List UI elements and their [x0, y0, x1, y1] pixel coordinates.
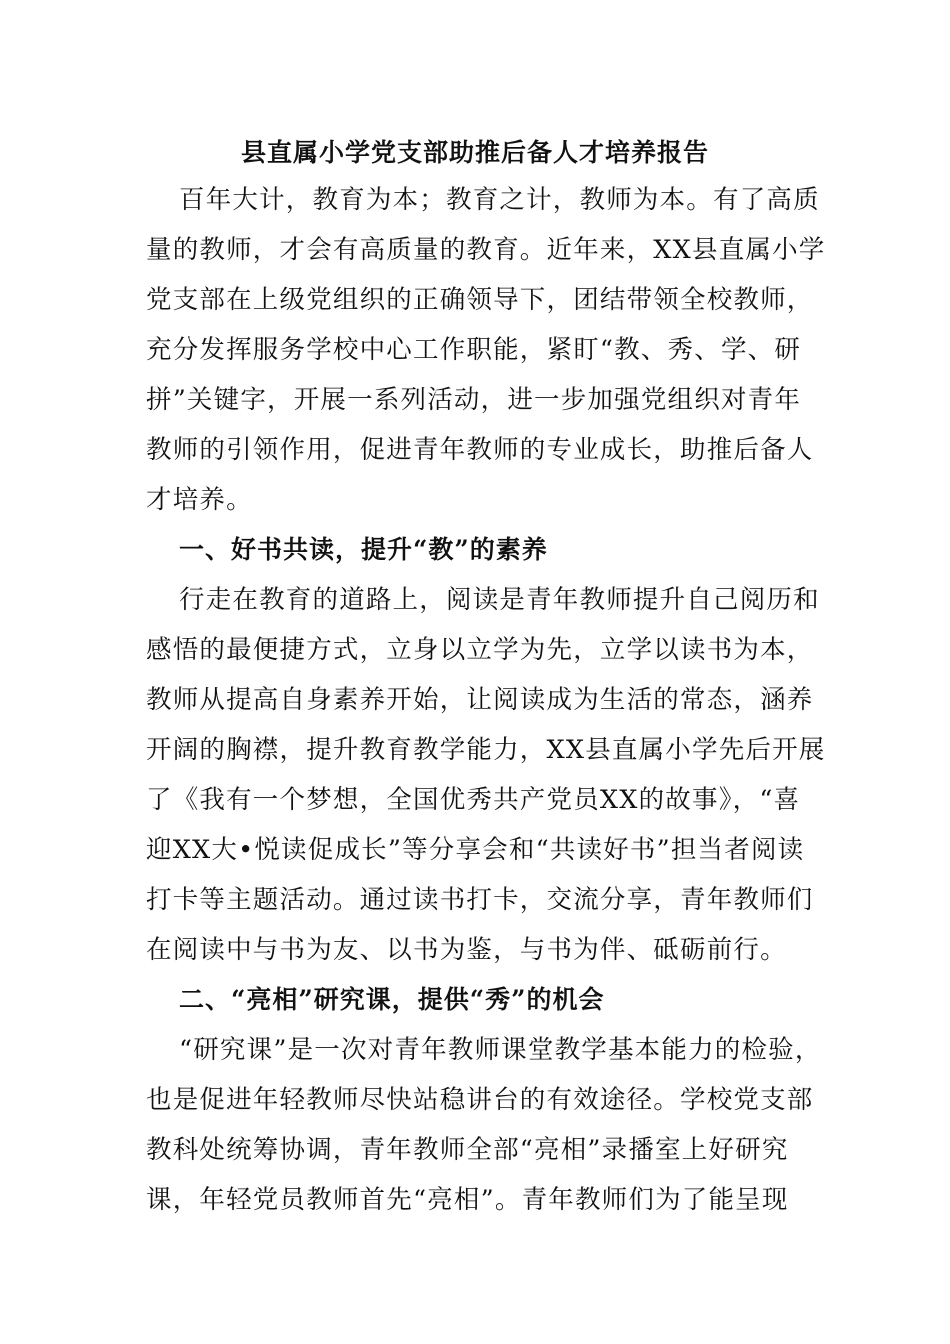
paragraph-line: 教师的引领作用，促进青年教师的专业成长，助推后备人	[146, 435, 814, 465]
paragraph-line: 开阔的胸襟，提升教育教学能力，XX县直属小学先后开展	[146, 735, 826, 765]
paragraph-line: 才培养。	[146, 485, 253, 515]
document-title: 县直属小学党支部助推后备人才培养报告	[240, 138, 709, 167]
paragraph-line: 量的教师，才会有高质量的教育。近年来，XX县直属小学	[146, 235, 826, 265]
paragraph-line: 党支部在上级党组织的正确领导下，团结带领全校教师，	[146, 285, 814, 315]
paragraph-line: 在阅读中与书为友、以书为鉴，与书为伴、砥砺前行。	[146, 935, 787, 965]
paragraph-line: 行走在教育的道路上，阅读是青年教师提升自己阅历和	[179, 585, 820, 615]
paragraph-line: 拼”关键字，开展一系列活动，进一步加强党组织对青年	[146, 385, 802, 415]
paragraph-line: 充分发挥服务学校中心工作职能，紧盯“教、秀、学、研	[146, 335, 802, 365]
paragraph-line: 了《我有一个梦想，全国优秀共产党员XX的故事》，“喜	[146, 785, 801, 815]
section-heading-1: 一、好书共读，提升“教”的素养	[179, 535, 548, 564]
paragraph-line: 也是促进年轻教师尽快站稳讲台的有效途径。学校党支部	[146, 1085, 814, 1115]
paragraph-line: “研究课”是一次对青年教师课堂教学基本能力的检验，	[179, 1035, 822, 1065]
paragraph-line: 百年大计，教育为本；教育之计，教师为本。有了高质	[179, 185, 820, 215]
paragraph-line: 迎XX大•悦读促成长”等分享会和“共读好书”担当者阅读	[146, 835, 805, 865]
paragraph-line: 教科处统筹协调，青年教师全部“亮相”录播室上好研究	[146, 1135, 789, 1165]
paragraph-line: 打卡等主题活动。通过读书打卡，交流分享，青年教师们	[146, 885, 814, 915]
paragraph-line: 教师从提高自身素养开始，让阅读成为生活的常态，涵养	[146, 685, 814, 715]
section-heading-2: 二、“亮相”研究课，提供“秀”的机会	[179, 985, 605, 1014]
paragraph-line: 课，年轻党员教师首先“亮相”。青年教师们为了能呈现	[146, 1185, 789, 1215]
paragraph-line: 感悟的最便捷方式，立身以立学为先，立学以读书为本，	[146, 635, 814, 665]
